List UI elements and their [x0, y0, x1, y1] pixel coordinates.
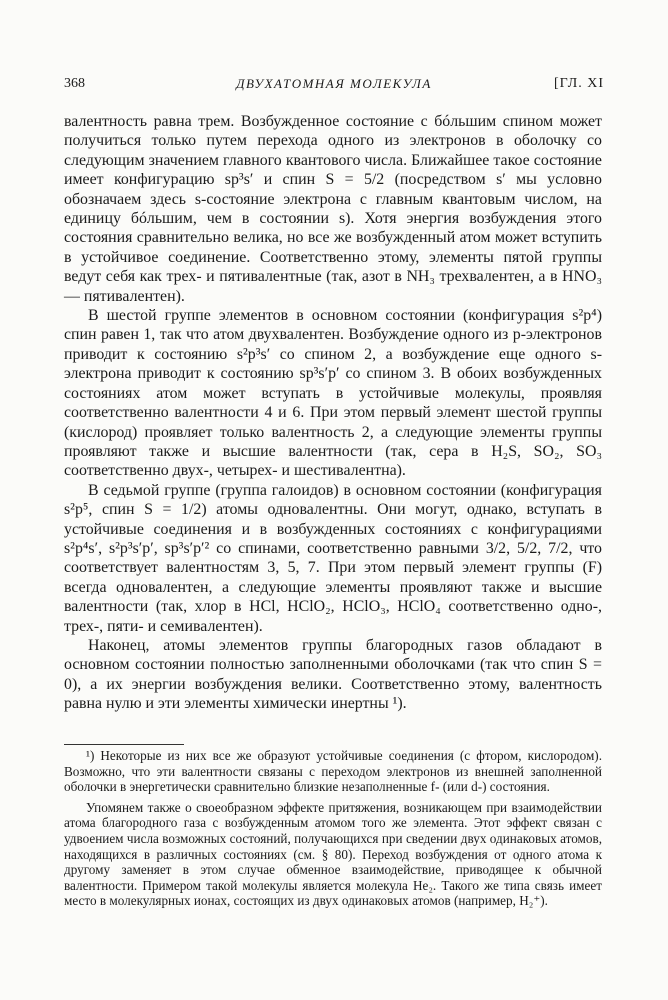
main-text [64, 112, 602, 714]
page-number: 368 [64, 76, 85, 91]
footnote: Упомянем также о своеобразном эффекте притяжения, возникающем при взаимодействии атома благородного газа с возбужденным атомом того же элемента. Этот эффект связан с удвоением числа возможных состояний, получающихся при сведении двух одинаковых атомов, находящихся в различных состояниях (см. § 80). Переход возбуждения от одного атома к другому заменяет в этом случае обменное взаимодействие, приводящее к обычной валентности. Примером такой молекулы является молекула He₂. Такого же типа связь имеет место в молекулярных ионах, состоящих из двух одинаковых атомов (например, H₂⁺). [64, 799, 602, 909]
footnotes [64, 748, 602, 909]
page-header [64, 76, 604, 98]
running-title: ДВУХАТОМНАЯ МОЛЕКУЛА [236, 76, 432, 91]
paragraph: валентность равна трем. Возбужденное состояние с бóльшим спином может получиться только путем перехода одного из электронов в оболочку со следующим значением главного квантового числа. Ближайшее такое состояние имеет конфигурацию sp³s′ и спин S = 5/2 (посредством s′ мы условно обозначаем здесь s-состояние электрона с главным квантовым числом, на единицу бóльшим, чем в состоянии s). Хотя энергия возбуждения этого состояния сравнительно велика, но все же возбужденный атом может вступить в устойчивое соединение. Соответственно этому, элементы пятой группы ведут себя как трех- и пятивалентные (так, азот в NH₃ трехвалентен, а в HNO₃ — пятивалентен). [64, 113, 602, 305]
chapter-label: [ГЛ. XI [554, 76, 604, 91]
footnote: ¹) Некоторые из них все же образуют устойчивые соединения (с фтором, кислородом). Возможно, что эти валентности связаны с переходом электронов из внешней заполненной оболочки в энергетически сравнительно близкие незаполненные f- (или d-) состояния. [64, 748, 602, 795]
paragraph: В седьмой группе (группа галоидов) в основном состоянии (конфигурация s²p⁵, спин S = 1/2) атомы одновалентны. Они могут, однако, вступать в устойчивые соединения и в возбужденных состояниях с конфигурациями s²p⁴s′, s²p³s′p′, sp³s′p′² со спинами, соответственно равными 3/2, 5/2, 7/2, что соответствует валентностям 3, 5, 7. При этом первый элемент группы (F) всегда одновалентен, а следующие элементы проявляют также и высшие валентности (так, хлор в HCl, HClO₂, HClO₃, HClO₄ соответственно одно-, трех-, пяти- и семивалентен). [64, 481, 602, 635]
paragraph: Наконец, атомы элементов группы благородных газов обладают в основном состоянии полностью заполненными оболочками (так что спин S = 0), а их энергии возбуждения велики. Соответственно этому, валентность равна нулю и эти элементы химически инертны ¹). [64, 636, 602, 713]
paragraph: В шестой группе элементов в основном состоянии (конфигурация s²p⁴) спин равен 1, так что атом двухвалентен. Возбуждение одного из p-электронов приводит к состоянию s²p³s′ со спином 2, а возбуждение еще одного s-электрона приводит к состоянию sp³s′p′ со спином 3. В обоих возбужденных состояниях атом может вступать в устойчивые молекулы, проявляя соответственно валентности 4 и 6. При этом первый элемент шестой группы (кислород) проявляет только валентность 2, а следующие элементы группы проявляют также и высшие валентности (так, сера в H₂S, SO₂, SO₃ соответственно двух-, четырех- и шестивалентна). [64, 307, 602, 480]
footnote-rule [64, 744, 184, 745]
